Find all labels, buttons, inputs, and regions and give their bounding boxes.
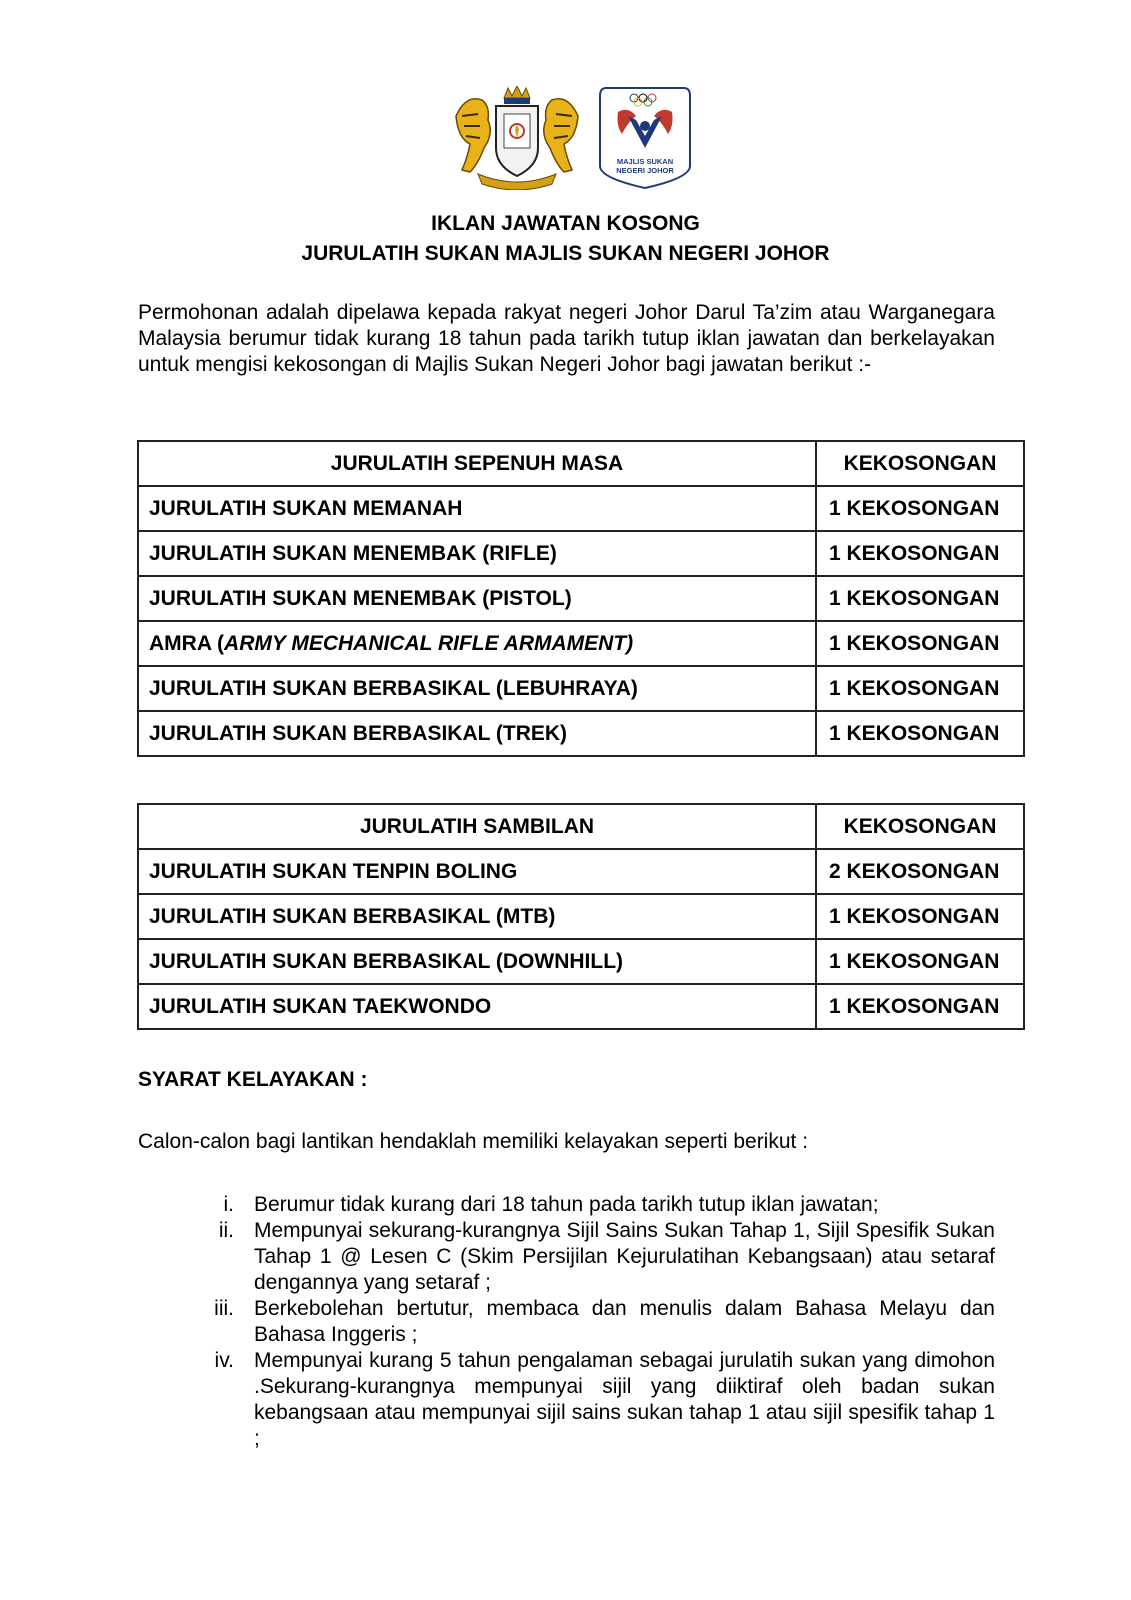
page-title: IKLAN JAWATAN KOSONG xyxy=(431,212,700,235)
position-cell: JURULATIH SUKAN BERBASIKAL (MTB) xyxy=(138,894,816,939)
vacancy-cell: 1 KEKOSONGAN xyxy=(816,576,1024,621)
vacancy-header: KEKOSONGAN xyxy=(816,804,1024,849)
vacancy-cell: 1 KEKOSONGAN xyxy=(816,666,1024,711)
table-row xyxy=(138,711,1024,756)
list-item xyxy=(214,1348,995,1452)
position-cell: JURULATIH SUKAN BERBASIKAL (TREK) xyxy=(138,711,816,756)
table-row xyxy=(138,531,1024,576)
position-prefix: AMRA ( xyxy=(149,631,225,655)
vacancy-cell: 2 KEKOSONGAN xyxy=(816,849,1024,894)
table-row xyxy=(138,984,1024,1029)
table-row xyxy=(138,486,1024,531)
position-cell: JURULATIH SUKAN MENEMBAK (PISTOL) xyxy=(138,576,816,621)
list-item-number: ii. xyxy=(218,1219,234,1242)
list-item xyxy=(214,1296,995,1348)
vacancy-cell: 1 KEKOSONGAN xyxy=(816,894,1024,939)
requirements-list xyxy=(214,1192,995,1452)
table-row xyxy=(138,849,1024,894)
table-row xyxy=(138,894,1024,939)
position-cell: JURULATIH SUKAN BERBASIKAL (LEBUHRAYA) xyxy=(138,666,816,711)
position-cell: JURULATIH SUKAN TENPIN BOLING xyxy=(138,849,816,894)
vacancy-header: KEKOSONGAN xyxy=(816,441,1024,486)
list-item-text: Berumur tidak kurang dari 18 tahun pada tarikh tutup iklan jawatan; xyxy=(254,1193,879,1216)
logo-bar xyxy=(0,86,1131,191)
johor-crest-icon xyxy=(448,86,586,190)
position-cell: JURULATIH SUKAN MENEMBAK (RIFLE) xyxy=(138,531,816,576)
vacancy-cell: 1 KEKOSONGAN xyxy=(816,531,1024,576)
position-cell: JURULATIH SUKAN BERBASIKAL (DOWNHILL) xyxy=(138,939,816,984)
table-row xyxy=(138,621,1024,666)
list-item-text: Mempunyai kurang 5 tahun pengalaman sebagai jurulatih sukan yang dimohon .Sekurang-kurangnya mempunyai sijil yang diiktiraf oleh badan sukan kebangsaan atau mempunyai sijil sains sukan tahap 1 atau sijil spesifik tahap 1 ; xyxy=(254,1349,995,1450)
position-cell: JURULATIH SUKAN MEMANAH xyxy=(138,486,816,531)
table-row xyxy=(138,576,1024,621)
page-subtitle: JURULATIH SUKAN MAJLIS SUKAN NEGERI JOHOR xyxy=(301,242,830,265)
list-item-number: i. xyxy=(223,1193,234,1216)
msn-johor-logo-icon xyxy=(598,86,692,190)
vacancy-cell: 1 KEKOSONGAN xyxy=(816,984,1024,1029)
table-header-row xyxy=(138,804,1024,849)
list-item xyxy=(218,1218,995,1296)
position-cell: JURULATIH SUKAN TAEKWONDO xyxy=(138,984,816,1029)
list-item xyxy=(218,1192,995,1218)
list-item-text: Mempunyai sekurang-kurangnya Sijil Sains Sukan Tahap 1, Sijil Spesifik Sukan Tahap 1 @ Lesen C (Skim Persijilan Kejurulatihan Kebangsaan) atau setaraf dengannya yang setaraf ; xyxy=(254,1219,995,1294)
svg-text:MAJLIS SUKAN: MAJLIS SUKAN xyxy=(616,157,674,166)
intro-paragraph: Permohonan adalah dipelawa kepada rakyat negeri Johor Darul Ta’zim atau Warganegara Malaysia berumur tidak kurang 18 tahun pada tarikh tutup iklan jawatan dan berkelayakan untuk mengisi kekosongan di Majlis Sukan Negeri Johor bagi jawatan berikut :- xyxy=(138,301,995,376)
position-header: JURULATIH SEPENUH MASA xyxy=(138,441,816,486)
requirements-heading: SYARAT KELAYAKAN : xyxy=(138,1068,368,1091)
table-row xyxy=(138,939,1024,984)
list-item-text: Berkebolehan bertutur, membaca dan menulis dalam Bahasa Melayu dan Bahasa Inggeris ; xyxy=(254,1297,995,1346)
list-item-number: iii. xyxy=(214,1297,234,1320)
full-time-table xyxy=(137,440,1025,757)
vacancy-cell: 1 KEKOSONGAN xyxy=(816,486,1024,531)
svg-text:NEGERI JOHOR: NEGERI JOHOR xyxy=(616,166,674,175)
part-time-table xyxy=(137,803,1025,1030)
table-header-row xyxy=(138,441,1024,486)
requirements-intro: Calon-calon bagi lantikan hendaklah memiliki kelayakan seperti berikut : xyxy=(138,1130,809,1153)
list-item-number: iv. xyxy=(214,1349,234,1372)
vacancy-cell: 1 KEKOSONGAN xyxy=(816,621,1024,666)
vacancy-cell: 1 KEKOSONGAN xyxy=(816,711,1024,756)
vacancy-cell: 1 KEKOSONGAN xyxy=(816,939,1024,984)
position-header: JURULATIH SAMBILAN xyxy=(138,804,816,849)
position-cell xyxy=(138,621,816,666)
table-row xyxy=(138,666,1024,711)
position-italic: ARMY MECHANICAL RIFLE ARMAMENT) xyxy=(224,631,634,655)
